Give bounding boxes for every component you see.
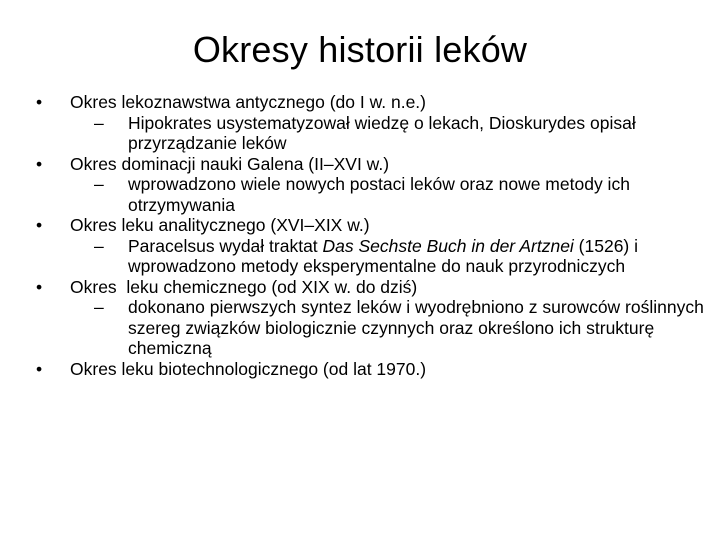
dash-icon: – <box>94 112 104 133</box>
slide-title: Okresy historii leków <box>192 29 528 70</box>
book-title-italic: Das Sechste Buch in der Artznei <box>322 235 574 256</box>
bullet-text: Okres leku biotechnologicznego (od lat 1970.) <box>70 358 427 379</box>
dash-icon: – <box>94 174 104 194</box>
sub-bullet-text-part: wprowadzono wiele nowych postaci leków oraz nowe metody ich otrzymywania <box>128 174 630 215</box>
bullet-icon: • <box>36 358 43 379</box>
sub-bullet-text <box>128 297 708 359</box>
sub-bullet-text <box>128 113 708 154</box>
slide-content <box>36 92 708 379</box>
sub-bullet-text <box>128 236 708 277</box>
sub-bullet-item <box>36 236 708 277</box>
sub-bullet-text-part: dokonano pierwszych syntez leków i wyodrębniono z surowców roślinnych szereg związków biologicznie czynnych oraz określono ich strukturę chemiczną <box>128 297 704 358</box>
sub-bullet-text <box>128 174 708 215</box>
sub-bullet-text-part: (1526) i wprowadzono metody eksperymentalne do nauk przyrodniczych <box>128 235 639 276</box>
bullet-item <box>36 359 708 380</box>
sub-bullet-item <box>36 113 708 154</box>
sub-bullet-item <box>36 297 708 359</box>
sub-bullet-text-part: Hipokrates usystematyzował wiedzę o lekach, Dioskurydes opisał przyrządzanie leków <box>128 112 636 153</box>
bullet-item <box>36 215 708 236</box>
bullet-text: Okres lekoznawstwa antycznego (do I w. n.e.) <box>70 92 426 112</box>
bullet-item <box>36 277 708 298</box>
sub-bullet-text-part: Paracelsus wydał traktat <box>128 235 323 256</box>
bullet-item <box>36 154 708 175</box>
bullet-text: Okres dominacji nauki Galena (II–XVI w.) <box>70 153 390 174</box>
bullet-icon: • <box>36 215 43 235</box>
bullet-text: Okres leku analitycznego (XVI–XIX w.) <box>70 215 370 235</box>
dash-icon: – <box>94 235 104 256</box>
bullet-icon: • <box>36 153 43 174</box>
dash-icon: – <box>94 297 104 317</box>
bullet-icon: • <box>36 92 43 112</box>
bullet-text: Okres leku chemicznego (od XIX w. do dziś) <box>70 276 418 297</box>
bullet-item <box>36 92 708 113</box>
sub-bullet-item <box>36 174 708 215</box>
bullet-icon: • <box>36 276 43 297</box>
